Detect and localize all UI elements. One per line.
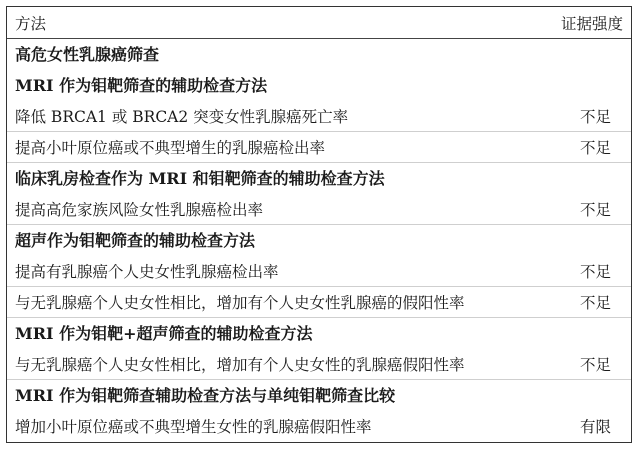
section-row — [7, 38, 631, 69]
section-title: MRI 作为钼靶筛查的辅助检查方法 — [15, 76, 268, 95]
evidence-cell: 不足 — [579, 262, 611, 281]
table-row — [7, 410, 631, 441]
method-cell: 提高高危家族风险女性乳腺癌检出率 — [15, 200, 264, 219]
evidence-cell: 不足 — [579, 107, 611, 126]
section-title: MRI 作为钼靶筛查辅助检查方法与单纯钼靶筛查比较 — [15, 386, 396, 405]
method-cell: 与无乳腺癌个人史女性相比，增加有个人史女性的乳腺癌假阳性率 — [15, 355, 465, 374]
section-title: 高危女性乳腺癌筛查 — [15, 45, 160, 64]
section-row — [7, 224, 631, 255]
table-row — [7, 348, 631, 380]
section-row — [7, 162, 631, 193]
method-cell: 提高有乳腺癌个人史女性乳腺癌检出率 — [15, 262, 279, 281]
method-cell: 降低 BRCA1 或 BRCA2 突变女性乳腺癌死亡率 — [15, 107, 349, 126]
table-row — [7, 255, 631, 287]
method-cell: 提高小叶原位癌或不典型增生的乳腺癌检出率 — [15, 138, 326, 157]
section-row — [7, 379, 631, 410]
section-title: MRI 作为钼靶+超声筛查的辅助检查方法 — [15, 324, 313, 343]
method-cell: 与无乳腺癌个人史女性相比，增加有个人史女性乳腺癌的假阳性率 — [15, 293, 465, 312]
method-column-header: 方法 — [15, 14, 47, 33]
section-title: 超声作为钼靶筛查的辅助检查方法 — [15, 231, 256, 250]
table-row — [7, 286, 631, 318]
section-row — [7, 69, 631, 100]
evidence-cell: 不足 — [579, 293, 611, 312]
table-row — [7, 100, 631, 132]
evidence-cell: 不足 — [579, 200, 611, 219]
table-row — [7, 131, 631, 163]
method-cell: 增加小叶原位癌或不典型增生女性的乳腺癌假阳性率 — [15, 417, 372, 436]
table-row — [7, 193, 631, 225]
section-row — [7, 317, 631, 348]
table-header — [7, 7, 631, 39]
evidence-cell: 有限 — [579, 417, 611, 436]
evidence-column-header: 证据强度 — [560, 14, 623, 33]
section-title: 临床乳房检查作为 MRI 和钼靶筛查的辅助检查方法 — [15, 169, 385, 188]
evidence-table — [6, 6, 632, 443]
evidence-cell: 不足 — [579, 355, 611, 374]
evidence-cell: 不足 — [579, 138, 611, 157]
